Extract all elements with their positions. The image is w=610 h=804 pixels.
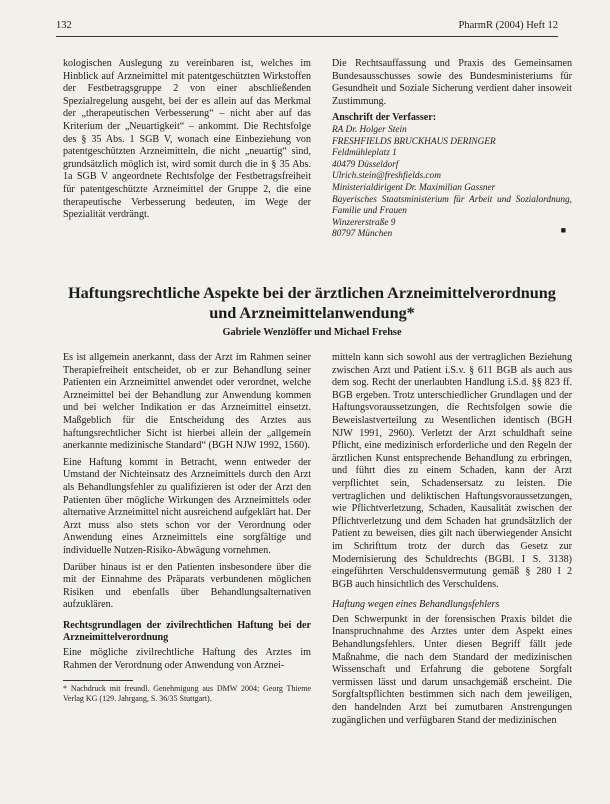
end-of-article-mark: ■	[560, 225, 566, 236]
address-line: Ministerialdirigent Dr. Maximilian Gassner	[332, 182, 496, 193]
address-line: Ulrich.stein@freshfields.com	[332, 171, 441, 182]
page-number: 132	[56, 20, 72, 31]
address-line: 80797 München	[332, 229, 393, 240]
body-paragraph: Darüber hinaus ist er den Patienten insbesondere über die mit der Einnahme des Präparats verbundenen möglichen Risiken und ebenfalls über Behandlungsalternativen aufzuklären.	[63, 561, 311, 611]
footnote-rule	[63, 680, 133, 681]
body-paragraph: mitteln kann sich sowohl aus der vertraglichen Beziehung zwischen Arzt und Patient i.S.v. § 611 BGB als auch aus dem sog. Recht der unerlaubten Handlung i.S.d. §§ 823 ff. BGB ergeben. Trotz unterschiedlicher Grundlagen und der Haftungsvoraussetzungen, die Rechtsfolgen sowie die Beweislastverteilung zu Wesentlichen identisch (BGH NJW 1991, 2960). Verletzt der Arzt schuldhaft seine Pflicht, eine medizinisch erforderliche und den Regeln der ärztlichen Kunst entsprechende Behandlung zu erbringen, und führt dies zu einem Schaden, kann der Arzt verpflichtet sein, Schadensersatz zu leisten. Die vertraglichen und deliktischen Haftungsvoraussetzungen, wie Pflichtverletzung, Schaden, Kausalität zwischen der Pflichtverletzung und dem Schaden hat grundsätzlich der Patient zu beweisen, dies gilt nach überwiegender Ansicht im Schrifttum trotz der durch das Gesetz zur Modernisierung des Schuldrechts (BGBl. I S. 3138) eingeführten Verschuldensvermutung gemäß § 280 I 2 BGB auch hinsichtlich des Verschuldens.	[332, 352, 572, 590]
address-heading: Anschrift der Verfasser:	[332, 112, 437, 124]
body-paragraph: Es ist allgemein anerkannt, dass der Arzt im Rahmen seiner Therapiefreiheit entscheidet, ob er zur Behandlung seiner Patienten ein Arzneimittel anwendet oder verordnet, welche Arzneimittel bei der Behandlung zur Anwendung kommen und bei welcher Indikation er das Arzneimittel einsetzt. Maßgeblich für die Entscheidung des Arztes aus haftungsrechtlicher Sicht ist hierbei allein der „allgemein anerkannte medizinische Standard“ (BGH NJW 1992, 1560).	[63, 352, 311, 452]
article-right-column	[332, 352, 572, 731]
address-line: Bayerisches Staatsministerium für Arbeit und Sozialordnung, Familie und Frauen	[332, 194, 572, 217]
address-line: Feldmühleplatz 1	[332, 148, 397, 159]
previous-article-right-column	[332, 58, 572, 241]
address-line: FRESHFIELDS BRUCKHAUS DERINGER	[332, 136, 496, 147]
article-title-line-1: Haftungsrechtliche Aspekte bei der ärztlichen Arzneimittelverordnung	[68, 284, 556, 302]
section-heading: Rechtsgrundlagen der zivilrechtlichen Haftung bei der Arzneimittelverordnung	[63, 619, 311, 644]
address-line: RA Dr. Holger Stein	[332, 124, 407, 135]
body-paragraph: Eine Haftung kommt in Betracht, wenn entweder der Umstand der Nichteinsatz des Arzneimittels durch den Arzt als Behandlungsfehler zu qualifizieren ist oder der Arzt den Patienten über mögliche Wirkungen des Arzneimittels oder alternative Arzneimittel nicht ausreichend aufgeklärt hat. Der Arzt muss also stets schon vor der Verordnung oder Anwendung eines Arzneimittels eine sorgfältige und individuelle Nutzen-Risiko-Abwägung vornehmen.	[63, 456, 311, 556]
journal-header: PharmR (2004) Heft 12	[458, 20, 558, 31]
previous-article-paragraph: kologischen Auslegung zu vereinbaren ist, welches im Hinblick auf Arzneimittel mit patentgeschützten Wirkstoffen der Festbetragsgruppe 2 von einer abschließenden Spezialregelung ausgeht, bei der es allein auf das Merkmal der „therapeutischen Verbesserung“ – nicht aber auf das Kriterium der „Neuartigkeit“ – ankommt. Die Rechtsfolge des § 35 Abs. 1 SGB V, wonach eine Einbeziehung von patentgeschützten Arzneimitteln, die nicht „neuartig“ sind, grundsätzlich möglich ist, wird somit durch die in § 35 Abs. 1a SGB V angeordnete Rechtsfolge der Festbetragsfreiheit für patentgeschützte Arzneimittel der Gruppe 2, die eine therapeutische Verbesserung bedeuten, im Wege der Spezialität verdrängt.	[63, 58, 311, 221]
article-authors: Gabriele Wenzlöffer und Michael Frehse	[222, 327, 402, 338]
body-paragraph: Den Schwerpunkt in der forensischen Praxis bildet die Inanspruchnahme des Arztes unter dem Aspekt eines Behandlungsfehlers. Unter diesen Begriff fällt jede Maßnahme, die nach dem Standard der medizinischen Wissenschaft und Erfahrung die gebotene Sorgfalt vermissen lässt und darum unsachgemäß erscheint. Die Sorgfaltspflichten bestimmen sich nach dem jeweiligen, den handelnden Arzt bei zumutbaren Anstrengungen zugänglichen und verfügbaren Stand der medizinischen	[332, 613, 572, 726]
body-paragraph: Eine mögliche zivilrechtliche Haftung des Arztes im Rahmen der Verordnung oder Anwendung von Arznei-	[63, 647, 311, 671]
address-line: Winzererstraße 9	[332, 217, 396, 228]
footnote: * Nachdruck mit freundl. Genehmigung aus DMW 2004; Georg Thieme Verlag KG (129. Jahrgang, S. 36/35 Stuttgart).	[63, 684, 311, 704]
author-address-block	[332, 125, 572, 241]
article-left-column	[63, 352, 311, 704]
address-line: 40479 Düsseldorf	[332, 159, 399, 170]
previous-article-left-column	[63, 58, 311, 226]
article-title	[56, 283, 568, 323]
section-heading: Haftung wegen eines Behandlungsfehlers	[332, 599, 500, 611]
previous-article-conclusion: Die Rechtsauffassung und Praxis des Gemeinsamen Bundesausschusses sowie des Bundesministeriums für Gesundheit und Soziale Sicherung verdient daher insoweit Zustimmung.	[332, 58, 572, 107]
header-rule	[56, 36, 558, 37]
article-title-line-2: und Arzneimittelanwendung*	[209, 304, 415, 322]
